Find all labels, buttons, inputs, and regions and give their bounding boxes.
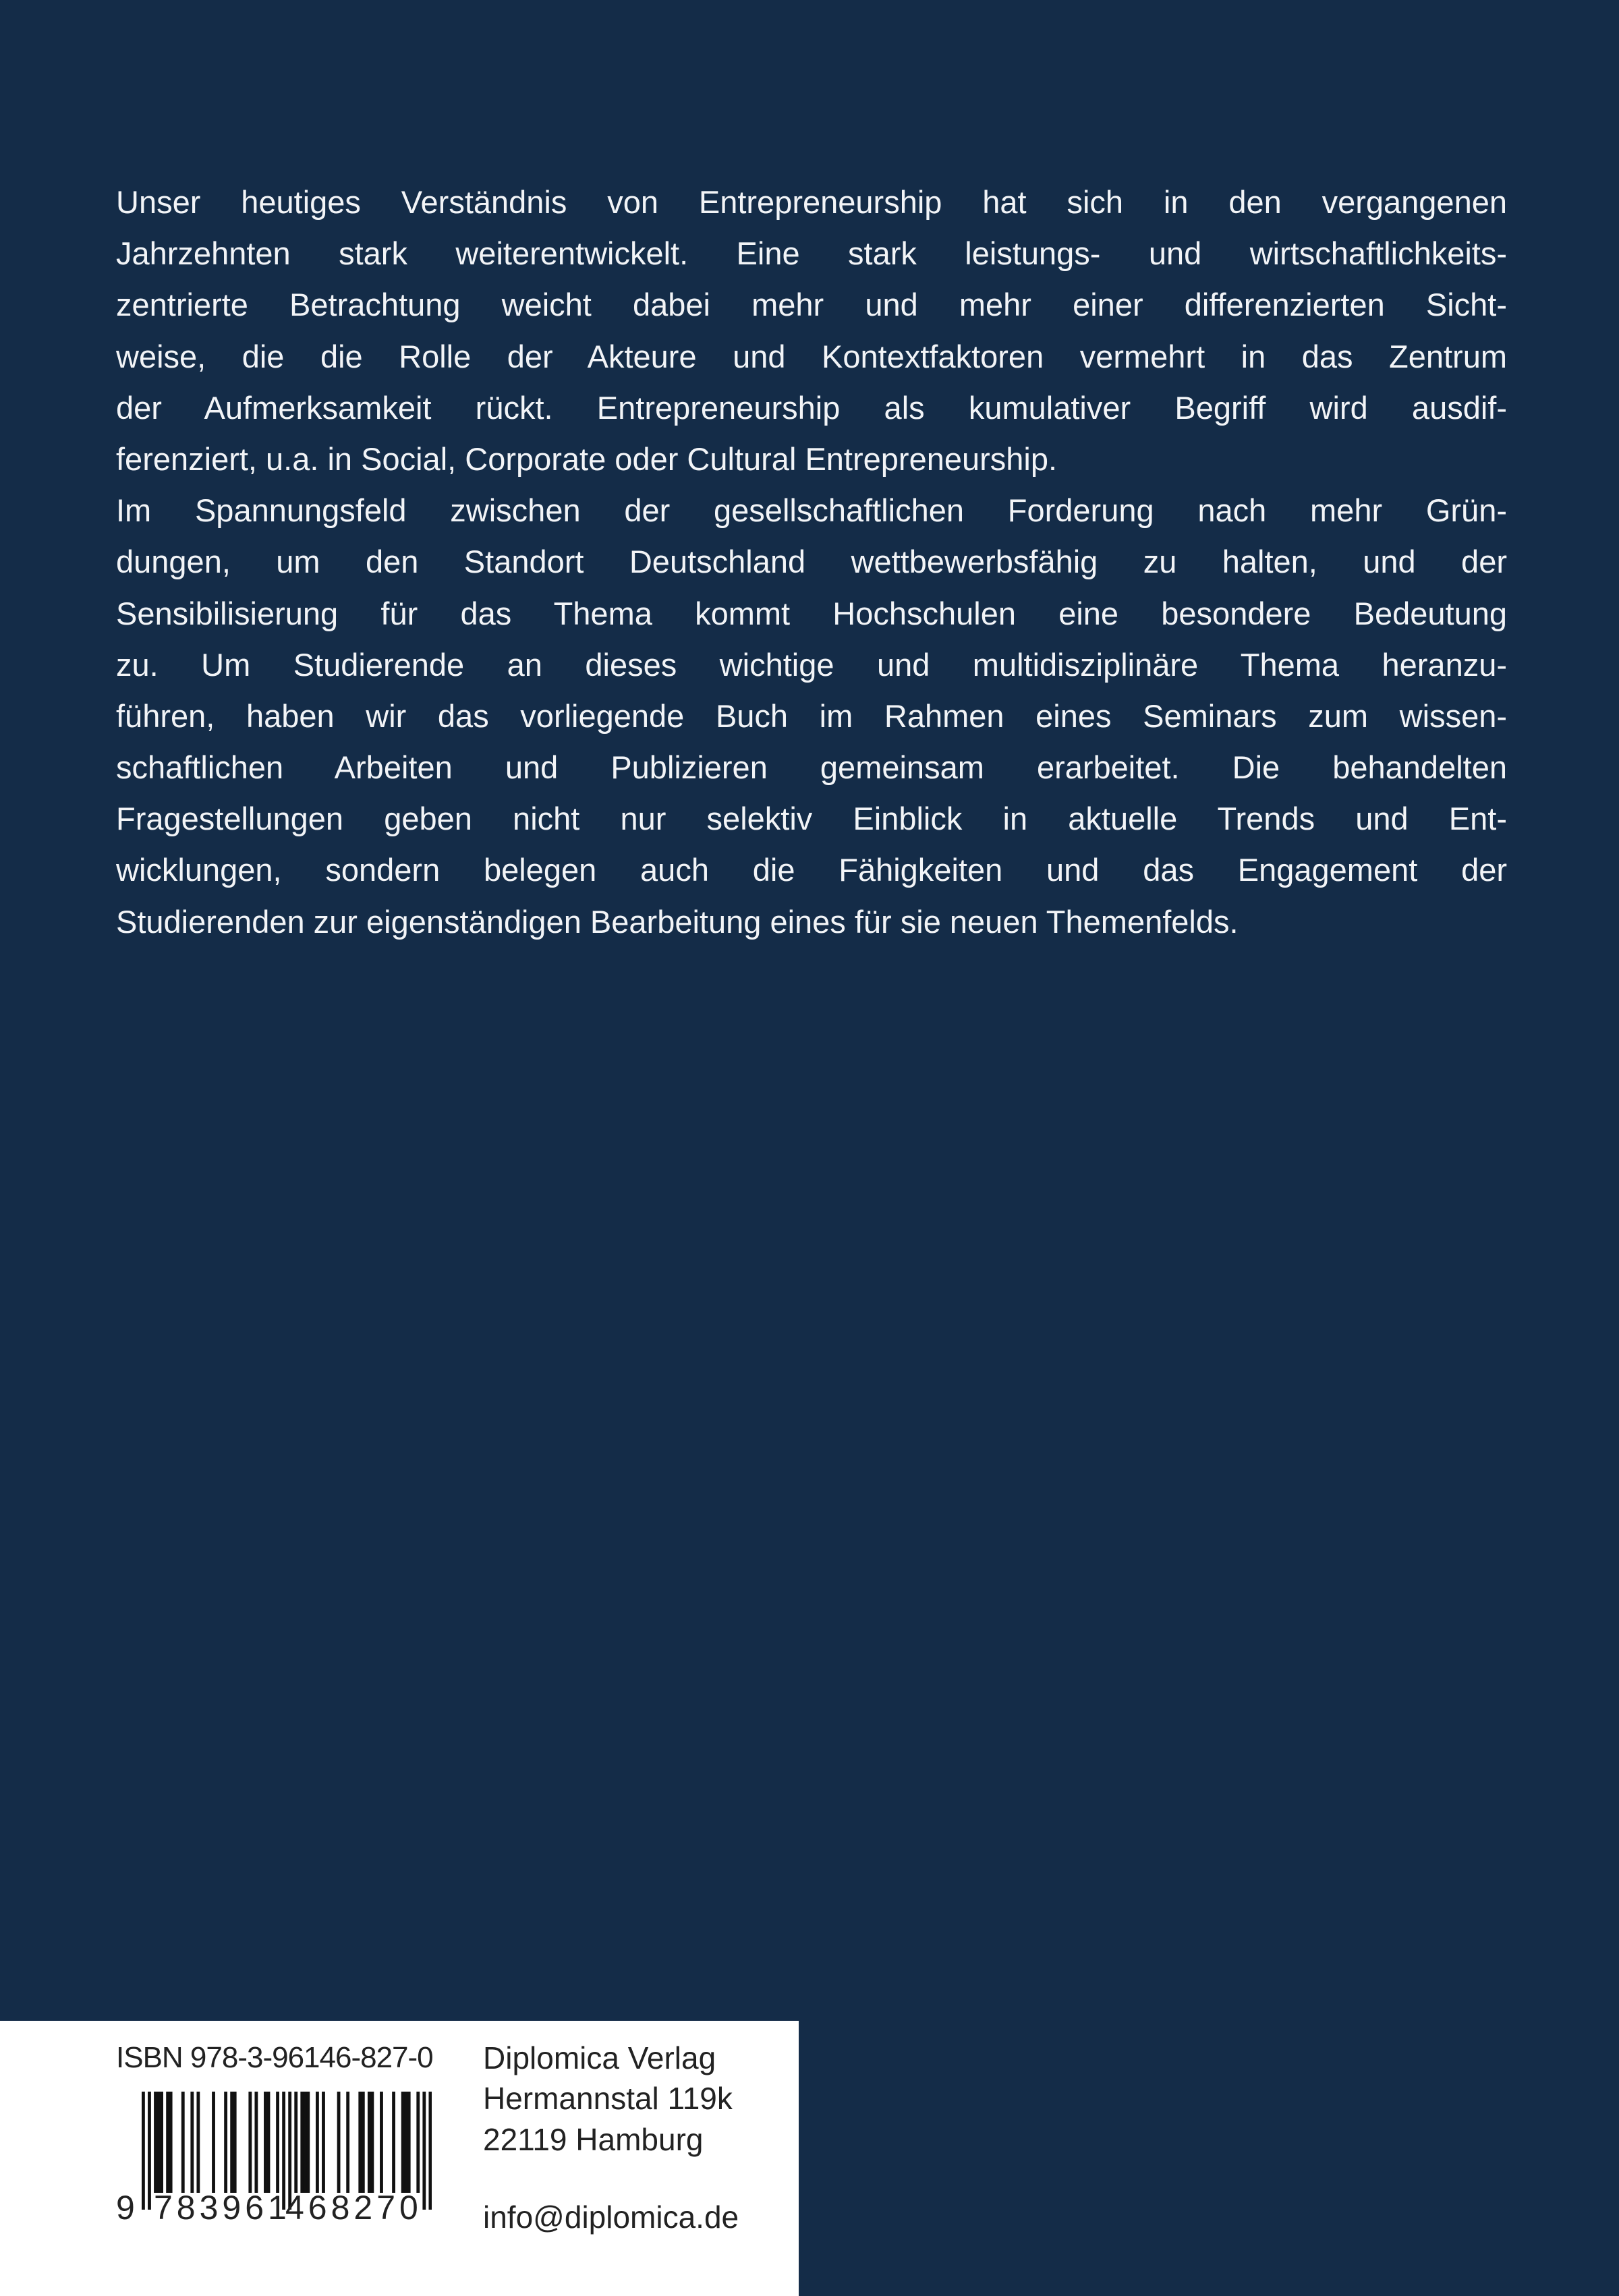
- publisher-street: Hermannstal 119k: [483, 2081, 733, 2116]
- blurb-line: Im Spannungsfeld zwischen der gesellschaftlichen Forderung nach mehr Grün-: [116, 492, 1507, 529]
- barcode-bar: [190, 2092, 194, 2193]
- barcode-bar: [154, 2092, 157, 2193]
- barcode-bar: [294, 2092, 297, 2193]
- barcode-bar: [422, 2092, 426, 2210]
- barcode-bar: [337, 2092, 341, 2193]
- barcode-bar: [157, 2092, 161, 2193]
- barcode-bar: [160, 2092, 163, 2193]
- barcode-bar: [401, 2092, 405, 2193]
- barcode-bar: [166, 2092, 169, 2193]
- blurb-line: der Aufmerksamkeit rückt. Entrepreneurship als kumulativer Begriff wird ausdif-: [116, 389, 1507, 426]
- barcode-bar: [248, 2092, 252, 2193]
- barcode-bar: [416, 2092, 420, 2193]
- blurb-line: weise, die die Rolle der Akteure und Kontextfaktoren vermehrt in das Zentrum: [116, 338, 1507, 374]
- barcode-bar: [169, 2092, 173, 2193]
- barcode-bar: [196, 2092, 200, 2193]
- blurb-line: Fragestellungen geben nicht nur selektiv Einblick in aktuelle Trends und Ent-: [116, 801, 1507, 837]
- blurb-line: Unser heutiges Verständnis von Entrepreneurship hat sich in den vergangenen: [116, 184, 1507, 220]
- back-cover-blurb: [116, 177, 1507, 948]
- imprint-box: [0, 2021, 799, 2296]
- blurb-line: Studierenden zur eigenständigen Bearbeitung eines für sie neuen Themenfelds.: [116, 903, 1239, 940]
- barcode-bar: [316, 2092, 319, 2193]
- blurb-line: führen, haben wir das vorliegende Buch im Rahmen eines Seminars zum wissen-: [116, 697, 1507, 734]
- barcode-bar: [264, 2092, 267, 2193]
- blurb-line: ferenziert, u.a. in Social, Corporate oder Cultural Entrepreneurship.: [116, 440, 1058, 477]
- barcode-left-digits: 783961: [154, 2189, 291, 2227]
- barcode-bar: [181, 2092, 185, 2193]
- barcode-bar: [370, 2092, 374, 2193]
- barcode-bar: [267, 2092, 271, 2193]
- blurb-line: Sensibilisierung für das Thema kommt Hochschulen eine besondere Bedeutung: [116, 595, 1507, 631]
- publisher-email[interactable]: info@diplomica.de: [483, 2200, 739, 2235]
- barcode-bar: [358, 2092, 362, 2193]
- barcode-bar: [322, 2092, 325, 2193]
- barcode-bar: [404, 2092, 407, 2193]
- barcode-bar: [306, 2092, 310, 2193]
- barcode-bar: [428, 2092, 432, 2210]
- isbn-label: ISBN 978-3-96146-827-0: [116, 2041, 433, 2074]
- barcode-first-digit: 9: [116, 2189, 135, 2227]
- barcode-bar: [368, 2092, 371, 2193]
- barcode-bar: [362, 2092, 365, 2193]
- blurb-line: zentrierte Betrachtung weicht dabei mehr und mehr einer differenzierten Sicht-: [116, 287, 1507, 323]
- barcode-bar: [407, 2092, 411, 2193]
- barcode-bar: [380, 2092, 383, 2193]
- barcode-right-digits: 468270: [285, 2189, 422, 2227]
- blurb-line: zu. Um Studierende an dieses wichtige und multidisziplinäre Thema heranzu-: [116, 646, 1507, 683]
- blurb-line: dungen, um den Standort Deutschland wettbewerbsfähig zu halten, und der: [116, 544, 1507, 580]
- barcode-bar: [254, 2092, 258, 2193]
- barcode-bar: [346, 2092, 349, 2193]
- barcode-bar: [276, 2092, 279, 2193]
- barcode-bar: [212, 2092, 215, 2193]
- barcode-bar: [300, 2092, 304, 2193]
- barcode-bar: [224, 2092, 227, 2193]
- publisher-name: Diplomica Verlag: [483, 2040, 716, 2075]
- barcode-bar: [392, 2092, 395, 2193]
- barcode-bar: [142, 2092, 145, 2210]
- blurb-line: Jahrzehnten stark weiterentwickelt. Eine stark leistungs- und wirtschaftlichkeits-: [116, 235, 1507, 272]
- barcode-bar: [233, 2092, 237, 2193]
- blurb-line: schaftlichen Arbeiten und Publizieren gemeinsam erarbeitet. Die behandelten: [116, 749, 1507, 786]
- barcode-bar: [230, 2092, 233, 2193]
- barcode-bar: [148, 2092, 151, 2210]
- blurb-line: wicklungen, sondern belegen auch die Fähigkeiten und das Engagement der: [116, 852, 1507, 888]
- barcode-bar: [304, 2092, 307, 2193]
- publisher-city: 22119 Hamburg: [483, 2122, 704, 2157]
